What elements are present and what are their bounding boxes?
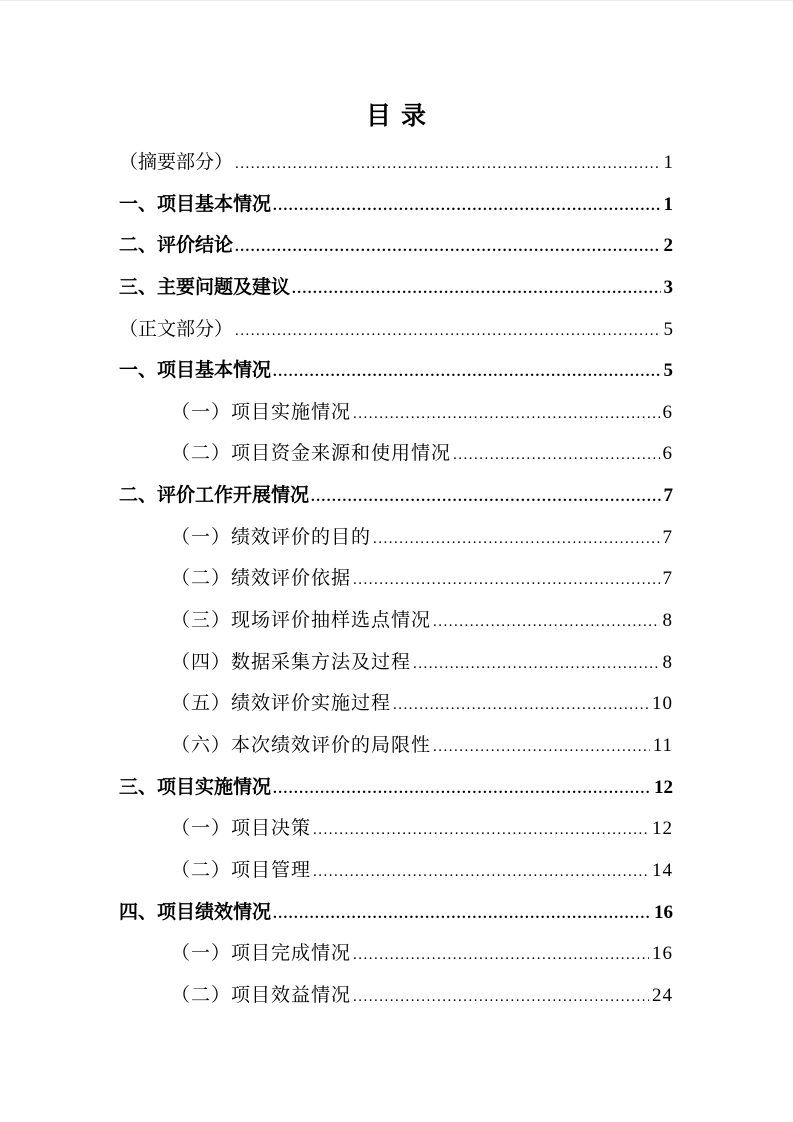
toc-entry-page: 16 [652,943,673,965]
toc-entry[interactable] [119,767,673,809]
toc-dot-leader [451,435,659,477]
toc-entry-page: 2 [663,235,673,257]
toc-entry-label: （二）绩效评价依据 [171,568,352,590]
toc-entry-label: （二）项目资金来源和使用情况 [171,443,452,465]
toc-dot-leader [290,269,660,311]
toc-entry-label: （五）绩效评价实施过程 [171,693,392,715]
toc-dot-leader [351,977,649,1019]
toc-entry[interactable] [119,309,673,351]
toc-entry[interactable] [119,725,673,767]
toc-dot-leader [351,560,659,602]
toc-entry-page: 10 [652,693,673,715]
toc-entry-page: 5 [663,318,673,340]
toc-dot-leader [391,685,649,727]
table-of-contents [119,142,673,1016]
toc-entry-page: 5 [663,360,673,382]
toc-entry-page: 8 [662,610,673,632]
toc-entry-label: （六）本次绩效评价的局限性 [171,734,432,756]
toc-dot-leader [271,186,660,228]
toc-dot-leader [431,602,659,644]
toc-dot-leader [311,810,649,852]
toc-entry-page: 8 [662,651,673,673]
toc-entry-page: 12 [654,776,673,798]
toc-dot-leader [309,477,660,519]
toc-entry-label: （一）项目实施情况 [171,401,352,423]
toc-entry-page: 12 [652,818,673,840]
toc-entry-page: 16 [654,901,673,923]
toc-entry-label: 四、项目绩效情况 [119,901,272,923]
toc-entry-page: 24 [652,984,673,1006]
toc-entry-label: （二）项目效益情况 [171,984,352,1006]
toc-entry-label: 三、项目实施情况 [119,776,272,798]
toc-dot-leader [271,769,651,811]
toc-entry-page: 1 [663,152,673,173]
toc-entry[interactable] [119,642,673,684]
toc-dot-leader [233,144,660,186]
toc-entry[interactable] [119,892,673,934]
toc-entry-label: （三）现场评价抽样选点情况 [171,610,432,632]
toc-entry[interactable] [119,392,673,434]
toc-entry-page: 3 [663,276,673,298]
toc-entry-page: 7 [663,485,673,507]
toc-dot-leader [271,352,660,394]
toc-entry-page: 1 [663,193,673,215]
toc-dot-leader [431,727,650,769]
toc-entry-label: 三、主要问题及建议 [119,276,291,298]
toc-entry-label: （摘要部分） [119,152,234,173]
toc-entry-page: 6 [662,401,673,423]
toc-entry-label: （一）绩效评价的目的 [171,526,372,548]
toc-entry[interactable] [119,142,673,184]
toc-dot-leader [233,311,660,353]
toc-entry[interactable] [119,225,673,267]
toc-entry-label: 一、项目基本情况 [119,193,272,215]
toc-entry-page: 11 [652,734,673,756]
toc-entry[interactable] [119,850,673,892]
toc-entry-label: 二、评价工作开展情况 [119,485,310,507]
toc-entry[interactable] [119,433,673,475]
toc-entry[interactable] [119,475,673,517]
toc-entry-label: （正文部分） [119,318,234,340]
toc-entry-page: 14 [652,859,673,881]
toc-entry-page: 7 [662,568,673,590]
toc-dot-leader [371,519,659,561]
toc-entry-label: 一、项目基本情况 [119,360,272,382]
toc-entry-page: 6 [662,443,673,465]
toc-entry[interactable] [119,517,673,559]
toc-dot-leader [233,227,660,269]
toc-entry[interactable] [119,933,673,975]
toc-entry[interactable] [119,267,673,309]
toc-entry[interactable] [119,600,673,642]
toc-dot-leader [351,394,659,436]
toc-entry-page: 7 [662,526,673,548]
toc-dot-leader [411,644,659,686]
toc-entry[interactable] [119,558,673,600]
toc-entry-label: （二）项目管理 [171,859,312,881]
page-title: 目录 [365,103,436,130]
toc-dot-leader [271,894,651,936]
toc-entry[interactable] [119,184,673,226]
toc-entry[interactable] [119,808,673,850]
toc-dot-leader [351,935,649,977]
toc-entry[interactable] [119,350,673,392]
toc-entry-label: （一）项目完成情况 [171,943,352,965]
toc-entry[interactable] [119,975,673,1017]
toc-entry-label: （一）项目决策 [171,818,312,840]
toc-entry-label: 二、评价结论 [119,235,234,257]
toc-entry-label: （四）数据采集方法及过程 [171,651,412,673]
toc-entry[interactable] [119,683,673,725]
toc-dot-leader [311,852,649,894]
